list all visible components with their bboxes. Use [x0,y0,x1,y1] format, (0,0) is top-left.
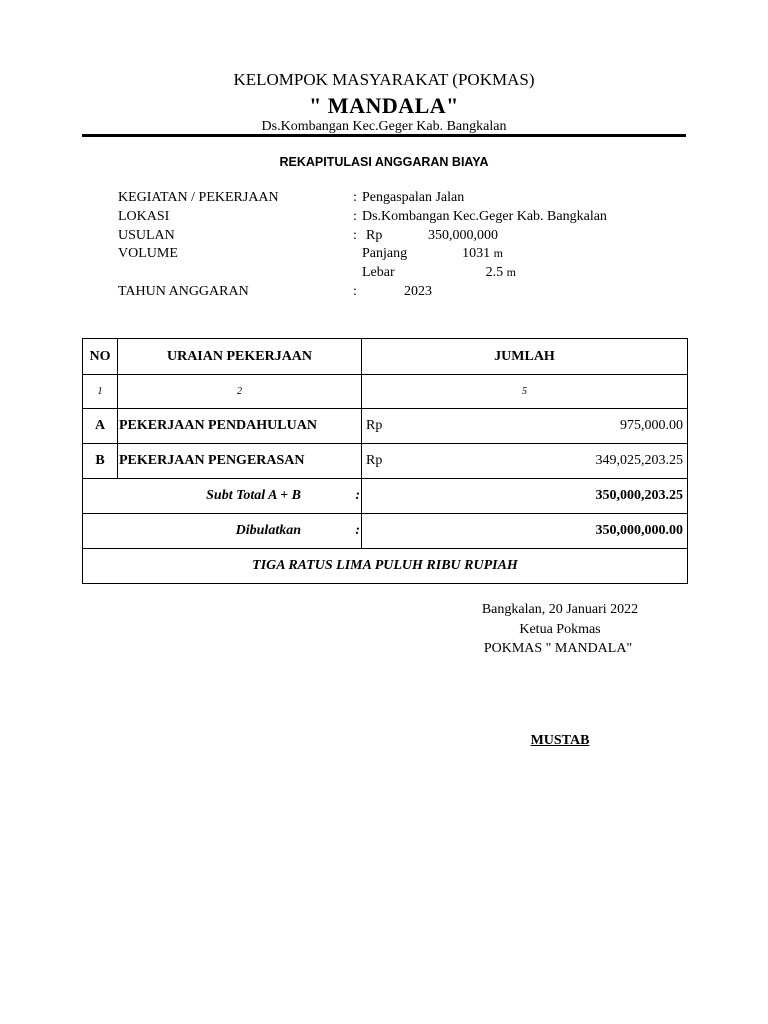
rekap-table [82,338,688,584]
tahun-label: TAHUN ANGGARAN [118,284,249,299]
volume-label: VOLUME [118,246,178,261]
usulan-label: USULAN [118,228,175,243]
subtotal-label-cell [83,479,362,514]
lebar-value: 2.5 m [485,265,516,280]
colnum-jumlah: 5 [362,375,688,409]
lebar-label: Lebar [362,265,395,280]
tahun-colon: : [353,284,357,299]
lokasi-value: Ds.Kombangan Kec.Geger Kab. Bangkalan [362,209,607,224]
row-no: B [83,444,118,479]
row-jumlah [362,409,688,444]
row-uraian: PEKERJAAN PENDAHULUAN [118,409,362,444]
rounded-label-cell [83,514,362,549]
sign-place-date: Bangkalan, 20 Januari 2022 [481,602,639,617]
subtotal-label: Subt Total A + B [206,488,301,503]
row-amount: 349,025,203.25 [595,453,683,468]
header-jumlah: JUMLAH [362,339,688,375]
sign-role: Ketua Pokmas [519,622,601,637]
row-currency: Rp [366,418,383,433]
row-uraian: PEKERJAAN PENGERASAN [118,444,362,479]
signer-name: MUSTAB [530,733,590,748]
usulan-currency: Rp [366,228,383,243]
row-jumlah [362,444,688,479]
row-currency: Rp [366,453,383,468]
terbilang-row [83,549,688,584]
rounded-colon: : [355,523,360,538]
row-no: A [83,409,118,444]
kegiatan-colon: : [353,190,357,205]
usulan-value: 350,000,000 [428,228,498,243]
org-address: Ds.Kombangan Kec.Geger Kab. Bangkalan [261,119,507,134]
rounded-label: Dibulatkan [235,523,301,538]
header-uraian: URAIAN PEKERJAAN [118,339,362,375]
panjang-label: Panjang [362,246,408,261]
sign-org: POKMAS " MANDALA" [483,641,633,656]
colnum-uraian: 2 [118,375,362,409]
header-divider [82,134,686,137]
org-name: " MANDALA" [309,93,459,118]
row-amount: 975,000.00 [620,418,683,433]
header-no: NO [83,339,118,375]
rounded-row [83,514,688,549]
table-header-row [83,339,688,375]
panjang-value: 1031 m [462,246,503,261]
lokasi-label: LOKASI [118,209,170,224]
document-title: REKAPITULASI ANGGARAN BIAYA [279,155,489,169]
table-row [83,409,688,444]
column-number-row [83,375,688,409]
kegiatan-label: KEGIATAN / PEKERJAAN [118,190,279,205]
colnum-no: 1 [83,375,118,409]
lokasi-colon: : [353,209,357,224]
kegiatan-value: Pengaspalan Jalan [362,190,465,205]
subtotal-row [83,479,688,514]
org-title: KELOMPOK MASYARAKAT (POKMAS) [233,70,535,89]
table-row [83,444,688,479]
usulan-colon: : [353,228,357,243]
terbilang-text: TIGA RATUS LIMA PULUH RIBU RUPIAH [83,549,688,584]
subtotal-value: 350,000,203.25 [362,479,688,514]
tahun-value: 2023 [404,284,432,299]
subtotal-colon: : [355,488,360,503]
rounded-value: 350,000,000.00 [362,514,688,549]
